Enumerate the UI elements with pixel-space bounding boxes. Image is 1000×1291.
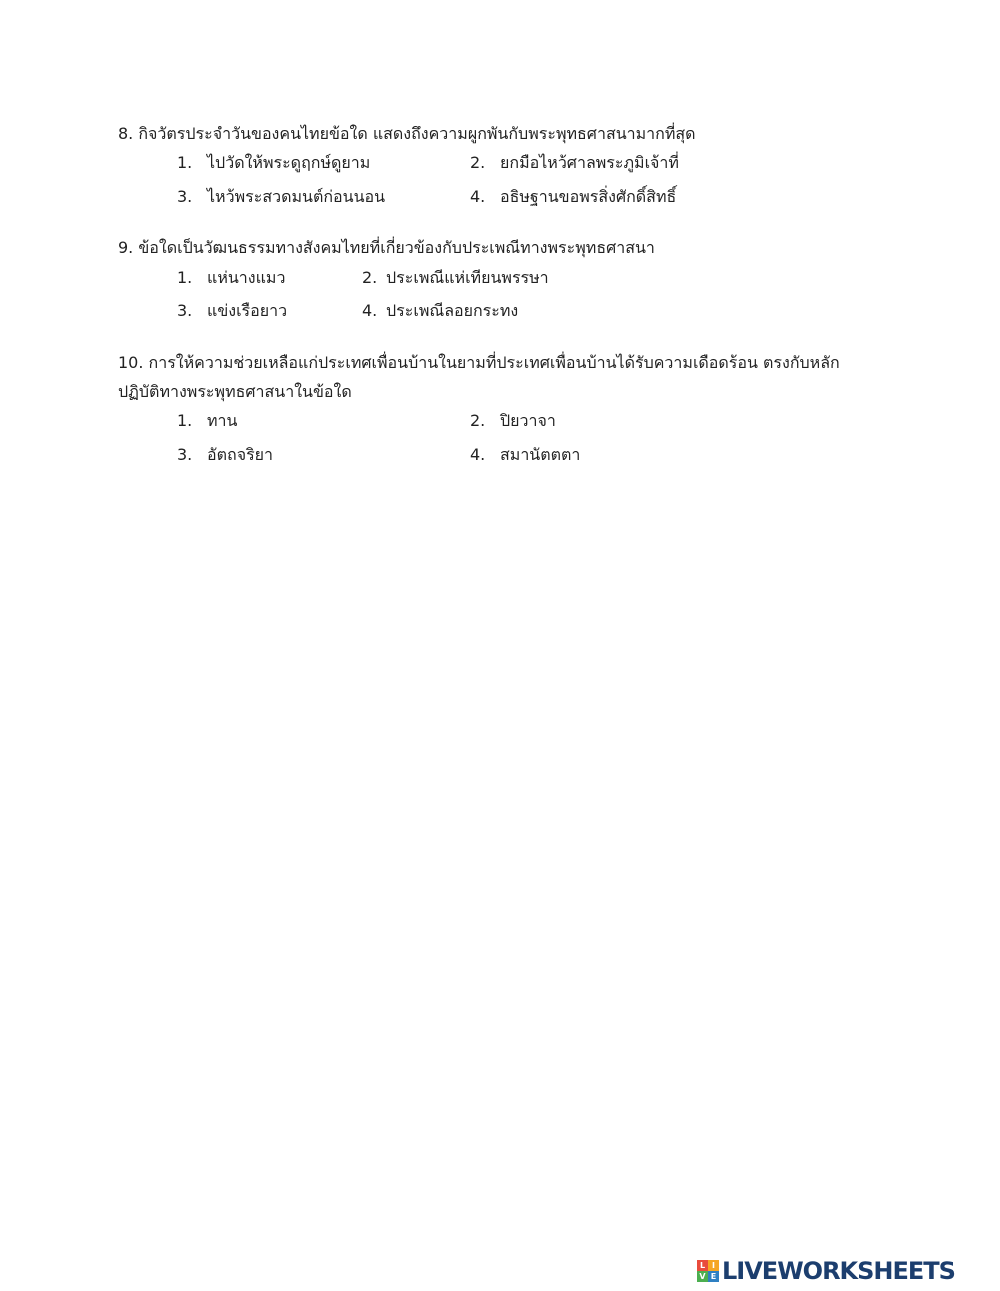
q8-option-2[interactable] — [470, 152, 679, 174]
option-number: 2. — [362, 268, 378, 287]
q10-option-2[interactable] — [470, 410, 556, 432]
option-text: ทาน — [207, 411, 238, 430]
question-8-text: 8. กิจวัตรประจำวันของคนไทยข้อใด แสดงถึงความผูกพันกับพระพุทธศาสนามากที่สุด — [118, 124, 696, 143]
q8-option-1[interactable] — [177, 152, 370, 174]
option-text: ไหว้พระสวดมนต์ก่อนนอน — [207, 187, 386, 206]
logo-mark-letter: I — [708, 1260, 719, 1271]
option-number: 2. — [470, 153, 486, 172]
q8-option-4[interactable] — [470, 186, 676, 208]
option-number: 1. — [177, 153, 193, 172]
q9-option-1[interactable] — [177, 267, 285, 289]
option-number: 3. — [177, 187, 193, 206]
option-text: ประเพณีแห่เทียนพรรษา — [386, 268, 549, 287]
option-number: 1. — [177, 411, 193, 430]
question-10-text-line-2: ปฏิบัติทางพระพุทธศาสนาในข้อใด — [118, 382, 352, 401]
option-text: ยกมือไหว้ศาลพระภูมิเจ้าที่ — [500, 153, 679, 172]
option-text: อธิษฐานขอพรสิ่งศักดิ์สิทธิ์ — [500, 187, 677, 206]
option-number: 4. — [470, 187, 486, 206]
option-number: 4. — [362, 301, 378, 320]
option-text: ไปวัดให้พระดูฤกษ์ดูยาม — [207, 153, 371, 172]
q9-option-4[interactable] — [362, 300, 518, 322]
option-text: สมานัตตตา — [500, 445, 581, 464]
q8-option-3[interactable] — [177, 186, 385, 208]
logo-mark-letter: L — [697, 1260, 708, 1271]
logo-mark-letter: V — [697, 1271, 708, 1282]
option-text: ปิยวาจา — [500, 411, 556, 430]
logo-mark-icon — [697, 1260, 719, 1282]
option-number: 4. — [470, 445, 486, 464]
question-9-text: 9. ข้อใดเป็นวัฒนธรรมทางสังคมไทยที่เกี่ยวข้องกับประเพณีทางพระพุทธศาสนา — [118, 238, 655, 257]
q10-option-3[interactable] — [177, 444, 273, 466]
q9-option-3[interactable] — [177, 300, 287, 322]
question-10-text-line-1: 10. การให้ความช่วยเหลือแก่ประเทศเพื่อนบ้านในยามที่ประเทศเพื่อนบ้านได้รับความเดือดร้อน ตรงกับหลัก — [118, 353, 840, 372]
option-number: 3. — [177, 445, 193, 464]
q10-option-1[interactable] — [177, 410, 237, 432]
q9-option-2[interactable] — [362, 267, 549, 289]
logo-mark-letter: E — [708, 1271, 719, 1282]
option-text: ประเพณีลอยกระทง — [386, 301, 519, 320]
option-text: แข่งเรือยาว — [207, 301, 288, 320]
option-text: แห่นางแมว — [207, 268, 286, 287]
q10-option-4[interactable] — [470, 444, 580, 466]
option-number: 2. — [470, 411, 486, 430]
logo-text: LIVEWORKSHEETS — [722, 1257, 955, 1285]
option-text: อัตถจริยา — [207, 445, 274, 464]
liveworksheets-logo — [697, 1258, 955, 1284]
option-number: 3. — [177, 301, 193, 320]
option-number: 1. — [177, 268, 193, 287]
